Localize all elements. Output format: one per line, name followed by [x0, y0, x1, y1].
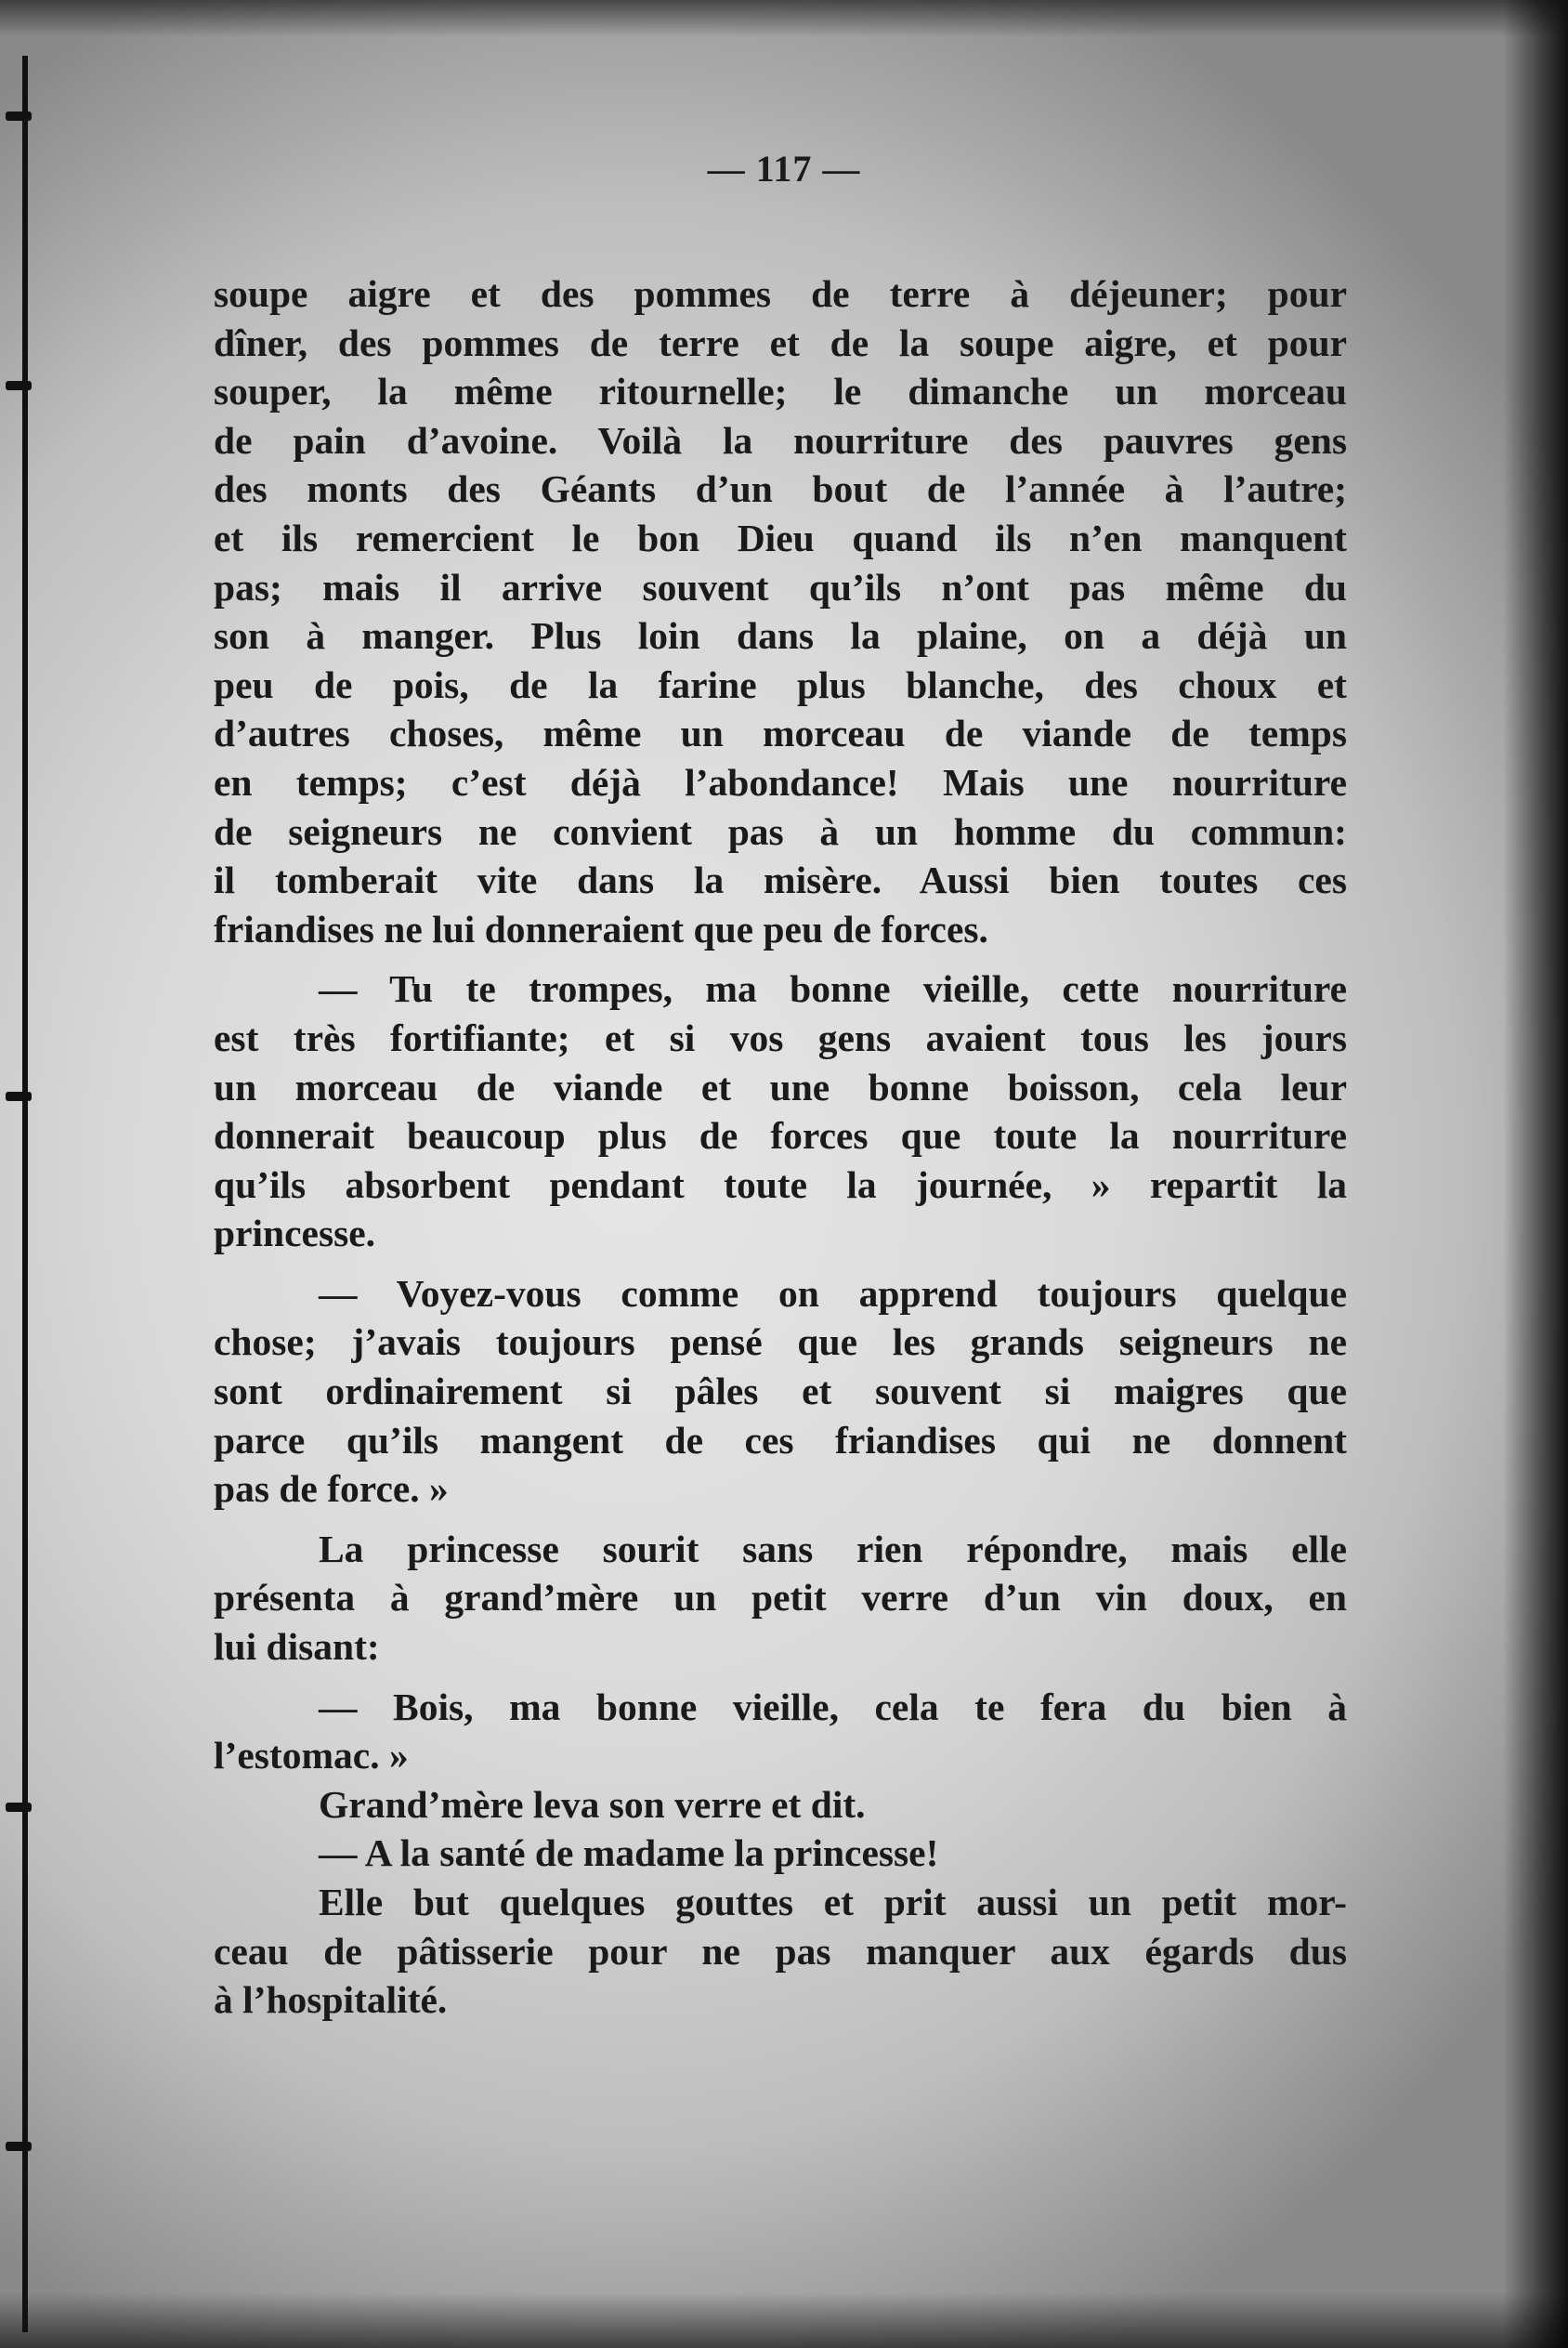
- text-line: il tomberait vite dans la misère. Aussi bien toutes ces: [214, 859, 1347, 902]
- text-line: pas de force. »: [214, 1467, 449, 1511]
- text-line: La princesse sourit sans rien répondre, mais elle: [319, 1527, 1347, 1570]
- text-line: et ils remercient le bon Dieu quand ils n’en manquent: [214, 516, 1347, 559]
- paragraph: [214, 964, 1347, 1258]
- scan-shadow-right: [1503, 0, 1568, 2348]
- paragraph: [214, 1780, 1347, 1830]
- text-line: soupe aigre et des pommes de terre à déjeuner; pour: [214, 272, 1347, 315]
- paragraph-gap: [214, 953, 1347, 964]
- paragraph: [214, 1878, 1347, 2025]
- paragraph: [214, 1525, 1347, 1672]
- text-line: d’autres choses, même un morceau de viande de temps: [214, 712, 1347, 755]
- binding-gutter: [22, 56, 28, 2332]
- text-line: des monts des Géants d’un bout de l’année à l’autre;: [214, 467, 1347, 511]
- binding-mark: [6, 2142, 32, 2151]
- text-line: chose; j’avais toujours pensé que les grands seigneurs ne: [214, 1320, 1347, 1364]
- scan-shadow-bottom: [0, 2292, 1568, 2348]
- text-line: — Bois, ma bonne vieille, cela te fera du bien à: [319, 1685, 1347, 1728]
- text-line: friandises ne lui donneraient que peu de forces.: [214, 907, 988, 951]
- text-line: Elle but quelques gouttes et prit aussi un petit mor-: [319, 1881, 1347, 1923]
- text-line: de seigneurs ne convient pas à un homme du commun:: [214, 809, 1347, 853]
- text-line: dîner, des pommes de terre et de la soupe aigre, et pour: [214, 321, 1347, 364]
- text-line: l’estomac. »: [214, 1734, 409, 1777]
- text-line: qu’ils absorbent pendant toute la journée, » repartit la: [214, 1162, 1347, 1206]
- text-line: lui disant:: [214, 1625, 380, 1669]
- text-line: donnerait beaucoup plus de forces que toute la nourriture: [214, 1114, 1347, 1158]
- binding-mark: [6, 1803, 32, 1812]
- page-number: — 117 —: [707, 148, 861, 190]
- binding-mark: [6, 381, 32, 390]
- text-line: présenta à grand’mère un petit verre d’un vin doux, en: [214, 1576, 1347, 1620]
- text-line: Grand’mère leva son verre et dit.: [319, 1782, 866, 1826]
- text-line: — A la santé de madame la princesse!: [319, 1831, 939, 1875]
- text-line: peu de pois, de la farine plus blanche, des choux et: [214, 662, 1347, 706]
- text-line: parce qu’ils mangent de ces friandises qui ne donnent: [214, 1418, 1347, 1462]
- paragraph: [214, 269, 1347, 953]
- text-line: en temps; c’est déjà l’abondance! Mais une nourriture: [214, 760, 1347, 804]
- text-line: de pain d’avoine. Voilà la nourriture des pauvres gens: [214, 418, 1347, 462]
- text-line: — Tu te trompes, ma bonne vieille, cette nourriture: [319, 967, 1347, 1011]
- text-line: un morceau de viande et une bonne boisson, cela leur: [214, 1065, 1347, 1108]
- text-line: pas; mais il arrive souvent qu’ils n’ont pas même du: [214, 565, 1347, 609]
- binding-mark: [6, 1092, 32, 1101]
- text-line: sont ordinairement si pâles et souvent si maigres que: [214, 1370, 1347, 1413]
- text-line: est très fortifiante; et si vos gens avaient tous les jours: [214, 1016, 1347, 1059]
- paragraph: [214, 1829, 1347, 1878]
- paragraph: [214, 1683, 1347, 1780]
- paragraph-gap: [214, 1514, 1347, 1525]
- scan-shadow-top: [0, 0, 1568, 37]
- body-text: [214, 269, 1347, 2025]
- text-line: souper, la même ritournelle; le dimanche un morceau: [214, 370, 1347, 413]
- text-line: à l’hospitalité.: [214, 1978, 448, 2022]
- paragraph-gap: [214, 1672, 1347, 1683]
- text-line: — Voyez-vous comme on apprend toujours quelque: [319, 1271, 1347, 1315]
- paragraph-gap: [214, 1258, 1347, 1269]
- text-line: ceau de pâtisserie pour ne pas manquer aux égards dus: [214, 1929, 1347, 1973]
- paragraph: [214, 1269, 1347, 1514]
- text-line: princesse.: [214, 1212, 376, 1255]
- text-line: son à manger. Plus loin dans la plaine, on a déjà un: [214, 614, 1347, 658]
- binding-mark: [6, 111, 32, 121]
